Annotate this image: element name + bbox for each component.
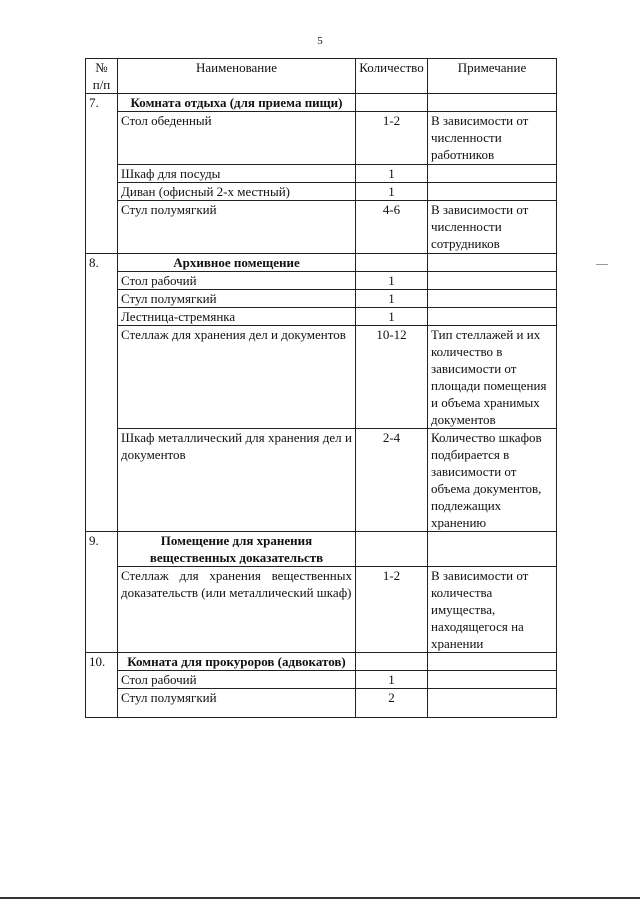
item-note: В зависимости от количества имущества, находящегося на хранении <box>428 567 557 653</box>
item-note: В зависимости от численности работников <box>428 112 557 165</box>
table-row <box>86 165 557 183</box>
item-qty: 1-2 <box>356 567 428 653</box>
section-title: Помещение для хранения вещественных доказательств <box>118 532 356 567</box>
qty-cell <box>356 254 428 272</box>
section-number: 8. <box>86 254 118 532</box>
item-qty: 10-12 <box>356 326 428 429</box>
section-title: Архивное помещение <box>118 254 356 272</box>
section-row <box>86 532 557 567</box>
item-qty: 1 <box>356 308 428 326</box>
item-qty: 1 <box>356 671 428 689</box>
table-row <box>86 326 557 429</box>
qty-cell <box>356 653 428 671</box>
section-row <box>86 94 557 112</box>
item-name: Стул полумягкий <box>118 201 356 254</box>
table-row <box>86 112 557 165</box>
note-cell <box>428 532 557 567</box>
item-note <box>428 671 557 689</box>
section-row <box>86 653 557 671</box>
table-row <box>86 201 557 254</box>
note-cell <box>428 653 557 671</box>
item-qty: 1-2 <box>356 112 428 165</box>
item-name: Стол обеденный <box>118 112 356 165</box>
note-cell <box>428 254 557 272</box>
item-name: Стул полумягкий <box>118 290 356 308</box>
table-row <box>86 183 557 201</box>
item-name: Шкаф металлический для хранения дел и документов <box>118 429 356 532</box>
item-name: Шкаф для посуды <box>118 165 356 183</box>
item-note <box>428 689 557 718</box>
item-name: Диван (офисный 2-х местный) <box>118 183 356 201</box>
table-row <box>86 671 557 689</box>
item-name: Стол рабочий <box>118 272 356 290</box>
header-qty: Количество <box>356 59 428 94</box>
item-note <box>428 308 557 326</box>
scan-edge-line <box>0 897 640 899</box>
item-note <box>428 272 557 290</box>
item-name: Стол рабочий <box>118 671 356 689</box>
item-qty: 1 <box>356 183 428 201</box>
header-note: Примечание <box>428 59 557 94</box>
table-row <box>86 308 557 326</box>
item-name: Стеллаж для хранения дел и документов <box>118 326 356 429</box>
table-row <box>86 429 557 532</box>
item-qty: 4-6 <box>356 201 428 254</box>
item-name: Стеллаж для хранения вещественных доказательств (или металлический шкаф) <box>118 567 356 653</box>
section-title: Комната для прокуроров (адвокатов) <box>118 653 356 671</box>
table-row <box>86 689 557 718</box>
qty-cell <box>356 94 428 112</box>
equipment-table <box>85 58 557 718</box>
table-row <box>86 290 557 308</box>
item-name: Лестница-стремянка <box>118 308 356 326</box>
table-row <box>86 272 557 290</box>
item-note: Тип стеллажей и их количество в зависимости от площади помещения и объема хранимых документов <box>428 326 557 429</box>
item-name: Стул полумягкий <box>118 689 356 718</box>
item-qty: 2-4 <box>356 429 428 532</box>
item-note: Количество шкафов подбирается в зависимости от объема документов, подлежащих хранению <box>428 429 557 532</box>
item-note <box>428 183 557 201</box>
section-number: 7. <box>86 94 118 254</box>
section-number: 10. <box>86 653 118 718</box>
section-row <box>86 254 557 272</box>
section-number: 9. <box>86 532 118 653</box>
item-note: В зависимости от численности сотрудников <box>428 201 557 254</box>
item-note <box>428 290 557 308</box>
scan-mark <box>596 264 608 265</box>
table-row <box>86 567 557 653</box>
header-num: № п/п <box>86 59 118 94</box>
note-cell <box>428 94 557 112</box>
item-note <box>428 165 557 183</box>
section-title: Комната отдыха (для приема пищи) <box>118 94 356 112</box>
item-qty: 2 <box>356 689 428 718</box>
item-qty: 1 <box>356 272 428 290</box>
table-header-row <box>86 59 557 94</box>
item-qty: 1 <box>356 290 428 308</box>
item-qty: 1 <box>356 165 428 183</box>
page-number: 5 <box>317 35 323 47</box>
header-name: Наименование <box>118 59 356 94</box>
qty-cell <box>356 532 428 567</box>
